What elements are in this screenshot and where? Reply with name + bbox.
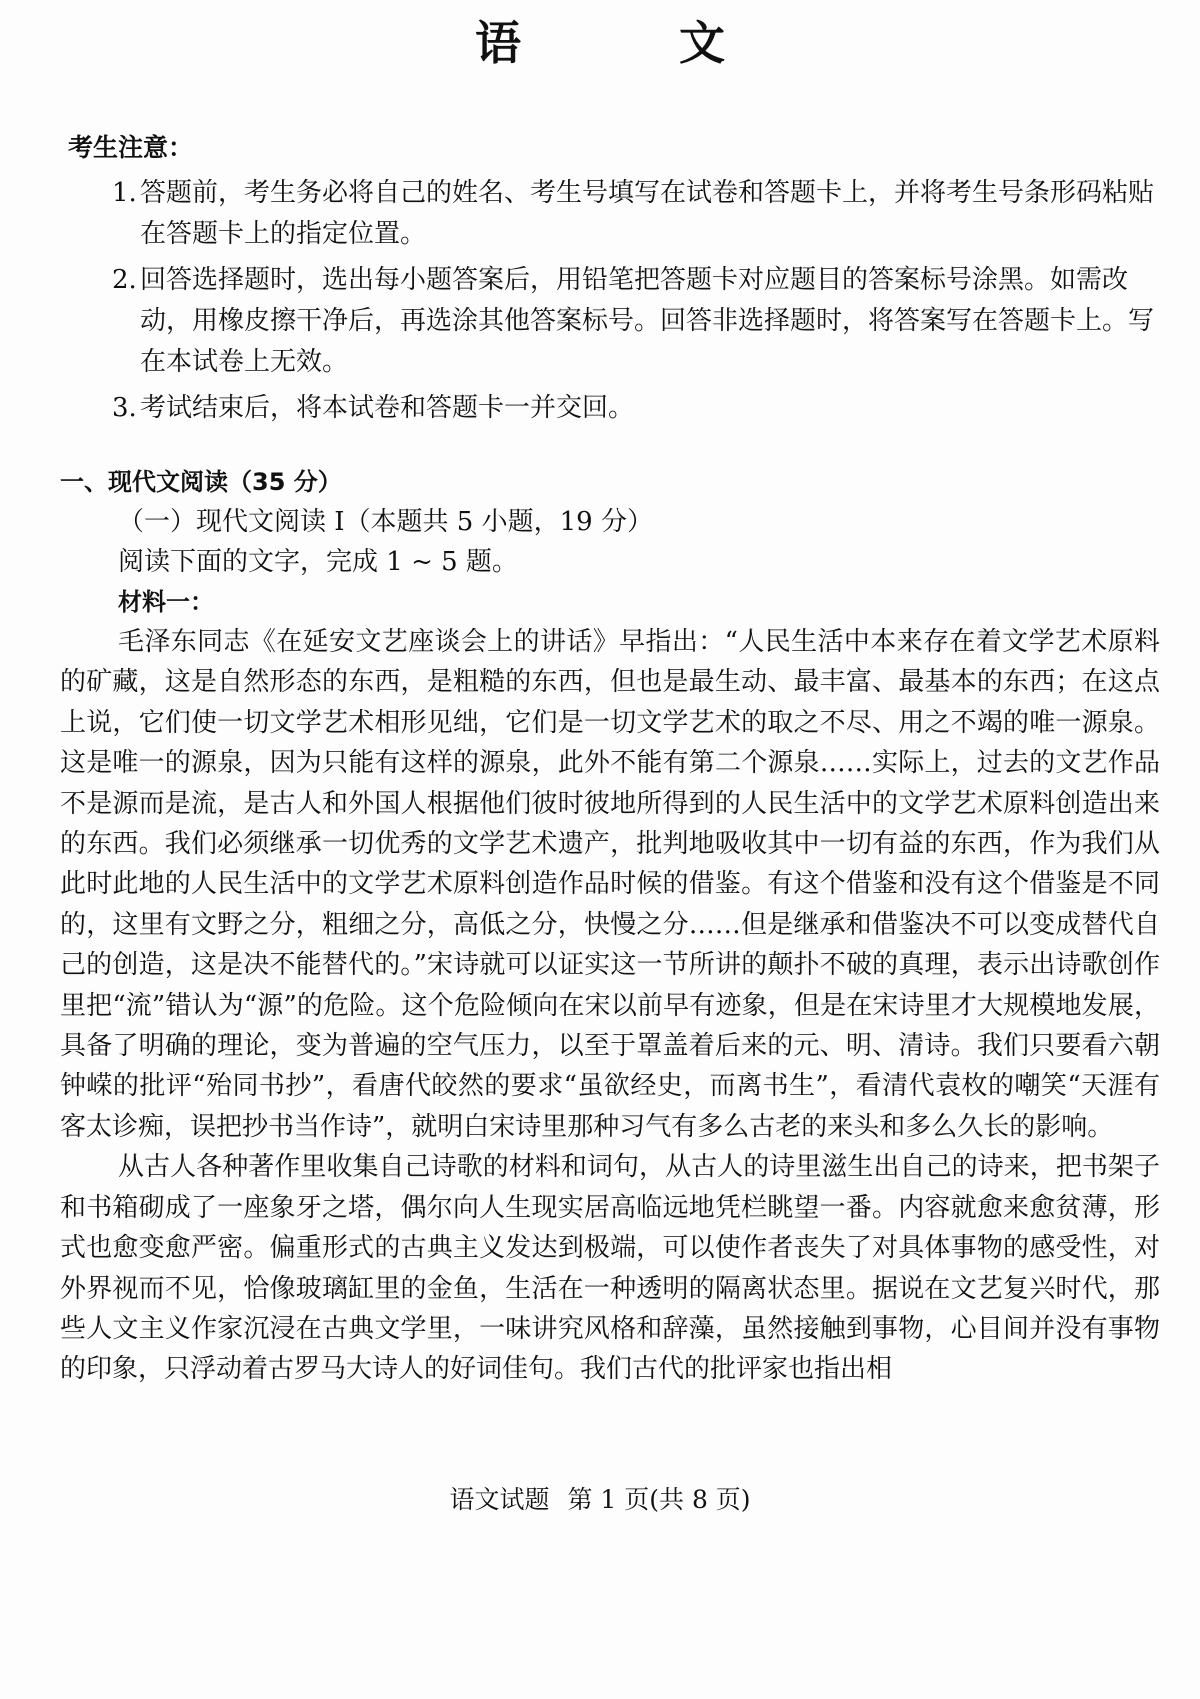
- notice-item-text: 答题前，考生务必将自己的姓名、考生号填写在试卷和答题卡上，并将考生号条形码粘贴在答题卡上的指定位置。: [140, 178, 1155, 249]
- footer-subject: 语文试题: [449, 1485, 550, 1514]
- notice-item: [68, 260, 1158, 383]
- notice-item-text: 考试结束后，将本试卷和答题卡一并交回。: [140, 393, 635, 423]
- notice-item-number: 3.: [112, 393, 137, 423]
- reading-section: [60, 462, 1160, 1390]
- notice-heading: 考生注意：: [68, 133, 194, 162]
- notice-item-number: 1.: [112, 178, 137, 208]
- section-heading: 一、现代文阅读（35 分）: [60, 468, 342, 496]
- passage-paragraph: 从古人各种著作里收集自己诗歌的材料和词句，从古人的诗里滋生出自己的诗来，把书架子和书箱砌成了一座象牙之塔，偶尔向人生现实居高临远地凭栏眺望一番。内容就愈来愈贫薄，形式也愈变愈严密。偏重形式的古典主义发达到极端，可以使作者丧失了对具体事物的感受性，对外界视而不见，恰像玻璃缸里的金鱼，生活在一种透明的隔离状态里。据说在文艺复兴时代，那些人文主义作家沉浸在古典文学里，一味讲究风格和辞藻，虽然接触到事物，心目间并没有事物的印象，只浮动着古罗马大诗人的好词佳句。我们古代的批评家也指出相: [60, 1152, 1160, 1385]
- notice-item-number: 2.: [112, 265, 137, 295]
- material-label: 材料一：: [118, 588, 214, 616]
- subsection-heading: （一）现代文阅读 Ⅰ（本题共 5 小题，19 分）: [118, 507, 653, 537]
- candidate-notice: [68, 128, 1158, 429]
- exam-title: 语 文: [475, 16, 781, 70]
- passage-paragraph: 毛泽东同志《在延安文艺座谈会上的讲话》早指出：“人民生活中本来存在着文学艺术原料的矿藏，这是自然形态的东西，是粗糙的东西，但也是最生动、最丰富、最基本的东西；在这点上说，它们使一切文学艺术相形见绌，它们是一切文学艺术的取之不尽、用之不竭的唯一源泉。这是唯一的源泉，因为只能有这样的源泉，此外不能有第二个源泉……实际上，过去的文艺作品不是源而是流，是古人和外国人根据他们彼时彼地所得到的人民生活中的文学艺术原料创造出来的东西。我们必须继承一切优秀的文学艺术遗产，批判地吸收其中一切有益的东西，作为我们从此时此地的人民生活中的文学艺术原料创造作品时候的借鉴。有这个借鉴和没有这个借鉴是不同的，这里有文野之分，粗细之分，高低之分，快慢之分……但是继承和借鉴决不可以变成替代自己的创造，这是决不能替代的。”宋诗就可以证实这一节所讲的颠扑不破的真理，表示出诗歌创作里把“流”错认为“源”的危险。这个危险倾向在宋以前早有迹象，但是在宋诗里才大规模地发展，具备了明确的理论，变为普遍的空气压力，以至于罩盖着后来的元、明、清诗。我们只要看六朝钟嵘的批评“殆同书抄”，看唐代皎然的要求“虽欲经史，而离书生”，看清代袁枚的嘲笑“天涯有客太诊痴，误把抄书当作诗”，就明白宋诗里那种习气有多么古老的来头和多么久长的影响。: [60, 627, 1160, 1142]
- footer-page-number: 第 1 页(共 8 页): [567, 1485, 751, 1514]
- page-footer: [0, 1480, 1200, 1520]
- notice-item: [68, 173, 1158, 255]
- notice-item-text: 回答选择题时，选出每小题答案后，用铅笔把答题卡对应题目的答案标号涂黑。如需改动，用橡皮擦干净后，再选涂其他答案标号。回答非选择题时，将答案写在答题卡上。写在本试卷上无效。: [140, 265, 1155, 377]
- notice-item: [68, 388, 1158, 429]
- instruction-text: 阅读下面的文字，完成 1 ~ 5 题。: [118, 547, 518, 577]
